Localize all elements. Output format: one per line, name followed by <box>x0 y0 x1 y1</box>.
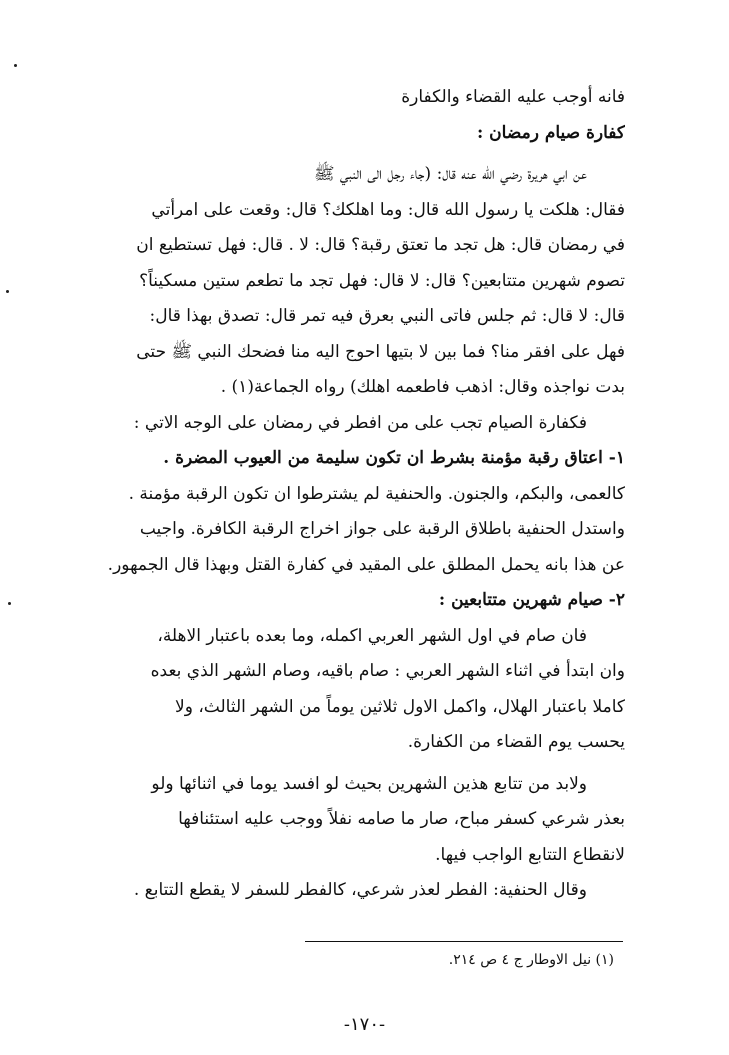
text-line: يحسب يوم القضاء من الكفارة. <box>407 732 625 752</box>
text-line: فقال: هلكت يا رسول الله قال: وما اهلكك؟ قال: وقعت على امرأتي <box>151 199 625 220</box>
text-line: وان ابتدأ في اثناء الشهر العربي : صام باقيه، وصام الشهر الذي بعده <box>150 661 625 681</box>
text-line: تصوم شهرين متتابعين؟ قال: لا قال: فهل تجد ما تطعم ستين مسكيناً؟ <box>139 270 625 291</box>
text-line: واستدل الحنفية باطلاق الرقبة على جواز اخراج الرقبة الكافرة. واجيب <box>139 519 625 539</box>
margin-dot <box>6 290 9 293</box>
margin-dot <box>8 602 11 605</box>
text-line: عن هذا بانه يحمل المطلق على المقيد في كفارة القتل وبهذا قال الجمهور. <box>107 554 625 575</box>
margin-dot <box>14 64 17 67</box>
section-heading: كفارة صيام رمضان : <box>476 122 625 143</box>
text-line: بعذر شرعي كسفر مباح، صار ما صامه نفلاً ووجب عليه استئنافها <box>178 809 625 829</box>
text-line: فهل على افقر منا؟ فما بين لا بتيها احوج اليه منا فضحك النبي ﷺ حتى <box>136 341 625 362</box>
text-line: وقال الحنفية: الفطر لعذر شرعي، كالفطر للسفر لا يقطع التتابع . <box>133 880 587 900</box>
text-line: كالعمى، والبكم، والجنون. والحنفية لم يشترطوا ان تكون الرقبة مؤمنة . <box>128 483 625 504</box>
text-line: فان صام في اول الشهر العربي اكمله، وما بعده باعتبار الاهلة، <box>157 625 587 646</box>
list-heading: ١- اعتاق رقبة مؤمنة بشرط ان تكون سليمة من العيوب المضرة . <box>163 448 625 468</box>
text-line: فكفارة الصيام تجب على من افطر في رمضان على الوجه الاتي : <box>133 412 587 433</box>
text-line: فانه أوجب عليه القضاء والكفارة <box>401 87 625 107</box>
text-line: لانقطاع التتابع الواجب فيها. <box>435 844 625 865</box>
text-line: قال: لا قال: ثم جلس فاتى النبي بعرق فيه تمر قال: تصدق بهذا قال: <box>149 306 625 326</box>
text-line: كاملا باعتبار الهلال، واكمل الاول ثلاثين يوماً من الشهر الثالث، ولا <box>175 696 625 717</box>
text-line: في رمضان قال: هل تجد ما تعتق رقبة؟ قال: لا . قال: فهل تستطيع ان <box>136 235 625 255</box>
list-heading: ٢- صيام شهرين متتابعين : <box>438 590 625 610</box>
body-text <box>105 80 625 909</box>
text-line: بدت نواجذه وقال: اذهب فاطعمه اهلك) رواه الجماعة(١) . <box>220 377 625 397</box>
text-line: ولابد من تتابع هذين الشهرين بحيث لو افسد يوما في اثنائها ولو <box>151 773 587 794</box>
footnote-divider <box>305 941 623 942</box>
footnote: (١) نيل الاوطار ج ٤ ص ٢١٤. <box>448 952 614 968</box>
page-number: -١٧٠- <box>343 1014 386 1035</box>
text-line: عن ابي هريرة رضي الله عنه قال: (جاء رجل الى النبي ﷺ <box>313 164 587 184</box>
